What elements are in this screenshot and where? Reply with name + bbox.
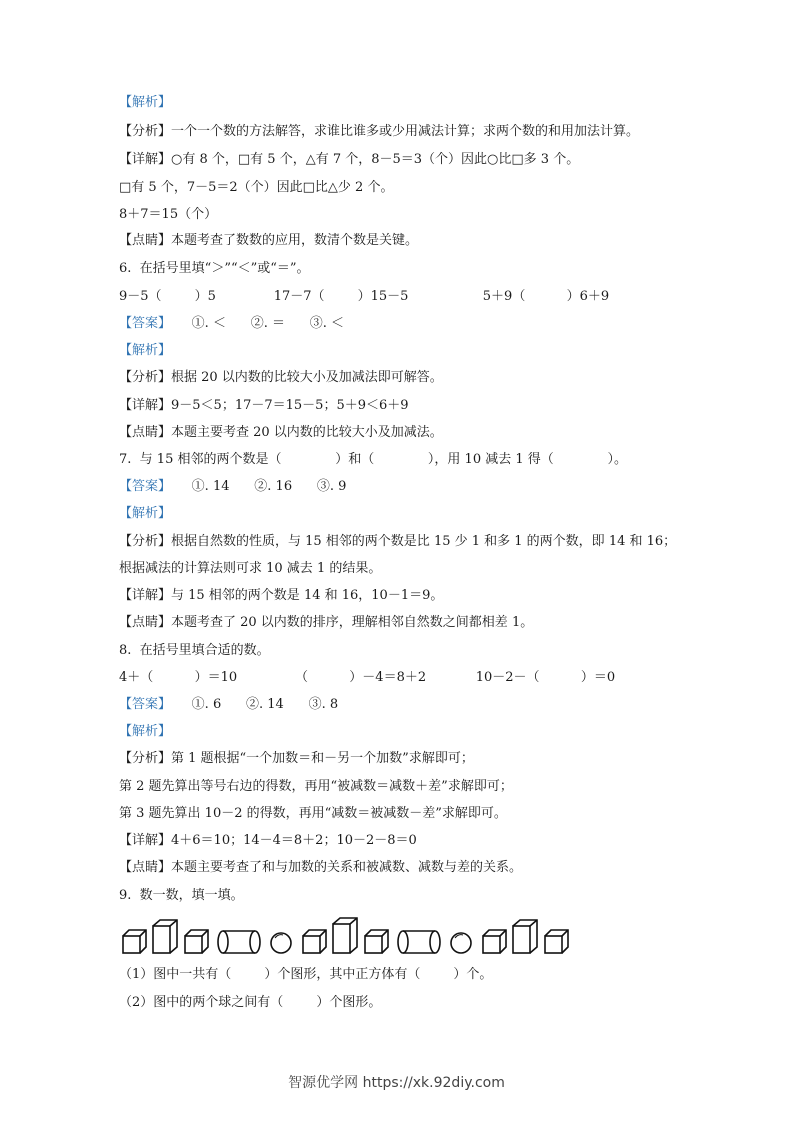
text-line — [119, 670, 615, 686]
footer-watermark: 智源优学网 https://xk.92diy.com — [288, 1075, 505, 1091]
sphere-icon — [451, 933, 471, 953]
line-text: 6. 在括号里填“＞”“＜”或“＝”。 — [119, 261, 310, 276]
line-text: 第 2 题先算出等号右边的得数，再用“被减数＝减数＋差”求解即可； — [119, 779, 513, 794]
line-text: 【分析】根据 20 以内数的比较大小及加减法即可解答。 — [119, 370, 443, 385]
text-line — [119, 588, 443, 604]
cube-icon — [365, 930, 388, 953]
text-line — [119, 370, 443, 386]
line-text: 4＋（ ）＝10 （ ）－4＝8＋2 10－2－（ ）＝0 — [119, 670, 616, 685]
text-line — [119, 479, 346, 495]
section-tag: 【答案】 — [119, 479, 172, 494]
line-text: ①. 6 ②. 14 ③. 8 — [171, 697, 339, 712]
text-line — [119, 806, 507, 822]
line-text: 【点睛】本题考查了数数的应用，数清个数是关键。 — [119, 233, 419, 248]
cube-icon — [545, 930, 568, 953]
section-tag: 【答案】 — [119, 316, 172, 331]
text-line — [119, 995, 381, 1011]
cylinder-icon — [398, 931, 440, 953]
text-line — [119, 697, 338, 713]
cube-icon — [185, 930, 208, 953]
text-line — [119, 452, 627, 468]
section-tag: 【答案】 — [119, 697, 172, 712]
line-text: （2）图中的两个球之间有（ ）个图形。 — [119, 995, 382, 1010]
line-text: 7. 与 15 相邻的两个数是（ ）和（ ），用 10 减去 1 得（ ）。 — [119, 452, 627, 467]
shapes-figure — [119, 916, 579, 956]
text-line — [119, 724, 171, 740]
section-tag: 【解析】 — [119, 95, 172, 110]
text-line — [119, 343, 171, 359]
text-line — [119, 534, 676, 550]
line-text: 8＋7＝15（个） — [119, 207, 218, 222]
cylinder-icon — [218, 931, 260, 953]
line-text: 9. 数一数，填一填。 — [119, 888, 244, 903]
section-tag: 【解析】 — [119, 724, 172, 739]
line-text: 【详解】4＋6＝10；14－4＝8＋2；10－2－8＝0 — [119, 833, 417, 848]
cuboid-icon — [153, 920, 177, 953]
text-line — [119, 425, 443, 441]
sphere-icon — [271, 933, 291, 953]
cube-icon — [123, 930, 146, 953]
text-line — [119, 95, 171, 111]
section-tag: 【解析】 — [119, 343, 172, 358]
text-line — [119, 561, 381, 577]
text-line — [119, 643, 270, 659]
line-text: 【分析】第 1 题根据“一个加数＝和－另一个加数”求解即可； — [119, 751, 474, 766]
line-text: （1）图中一共有（ ）个图形，其中正方体有（ ）个。 — [119, 967, 493, 982]
line-text: 根据减法的计算法则可求 10 减去 1 的结果。 — [119, 561, 382, 576]
text-line — [119, 233, 418, 249]
text-line — [119, 506, 171, 522]
text-line — [119, 833, 417, 849]
text-line — [119, 860, 522, 876]
text-line — [119, 289, 609, 305]
text-line — [119, 316, 344, 332]
text-line — [119, 124, 639, 140]
section-tag: 【解析】 — [119, 506, 172, 521]
line-text: 【分析】一个一个数的方法解答，求谁比谁多或少用减法计算；求两个数的和用加法计算。 — [119, 124, 640, 139]
line-text: 第 3 题先算出 10－2 的得数，再用“减数＝被减数－差”求解即可。 — [119, 806, 507, 821]
line-text: 【详解】○有 8 个，□有 5 个，△有 7 个，8－5＝3（个）因此○比□多 3 个。 — [119, 152, 580, 167]
text-line — [119, 888, 244, 904]
cube-icon — [483, 930, 506, 953]
text-line — [119, 152, 579, 168]
line-text: 【点睛】本题主要考查了和与加数的关系和被减数、减数与差的关系。 — [119, 860, 523, 875]
text-line — [119, 615, 533, 631]
line-text: 9－5（ ）5 17－7（ ）15－5 5＋9（ ）6＋9 — [119, 289, 610, 304]
text-line — [119, 398, 409, 414]
line-text: ①. 14 ②. 16 ③. 9 — [171, 479, 347, 494]
line-text: 【详解】9－5＜5；17－7＝15－5；5＋9＜6＋9 — [119, 398, 409, 413]
cube-icon — [303, 930, 326, 953]
line-text: 【分析】根据自然数的性质，与 15 相邻的两个数是比 15 少 1 和多 1 的两个数，即 14 和 16； — [119, 534, 677, 549]
line-text: 8. 在括号里填合适的数。 — [119, 643, 270, 658]
text-line — [119, 967, 492, 983]
text-line — [119, 207, 217, 223]
text-line — [119, 180, 393, 196]
cuboid-icon — [333, 918, 357, 953]
text-line — [119, 261, 310, 277]
line-text: 【点睛】本题考查了 20 以内数的排序，理解相邻自然数之间都相差 1。 — [119, 615, 534, 630]
line-text: 【点睛】本题主要考查 20 以内数的比较大小及加减法。 — [119, 425, 443, 440]
line-text: ①. ＜ ②. ＝ ③. ＜ — [171, 316, 345, 331]
cuboid-icon — [513, 920, 537, 953]
text-line — [119, 779, 513, 795]
text-line — [119, 751, 474, 767]
line-text: 【详解】与 15 相邻的两个数是 14 和 16，10－1＝9。 — [119, 588, 444, 603]
line-text: □有 5 个，7－5＝2（个）因此□比△少 2 个。 — [119, 180, 394, 195]
